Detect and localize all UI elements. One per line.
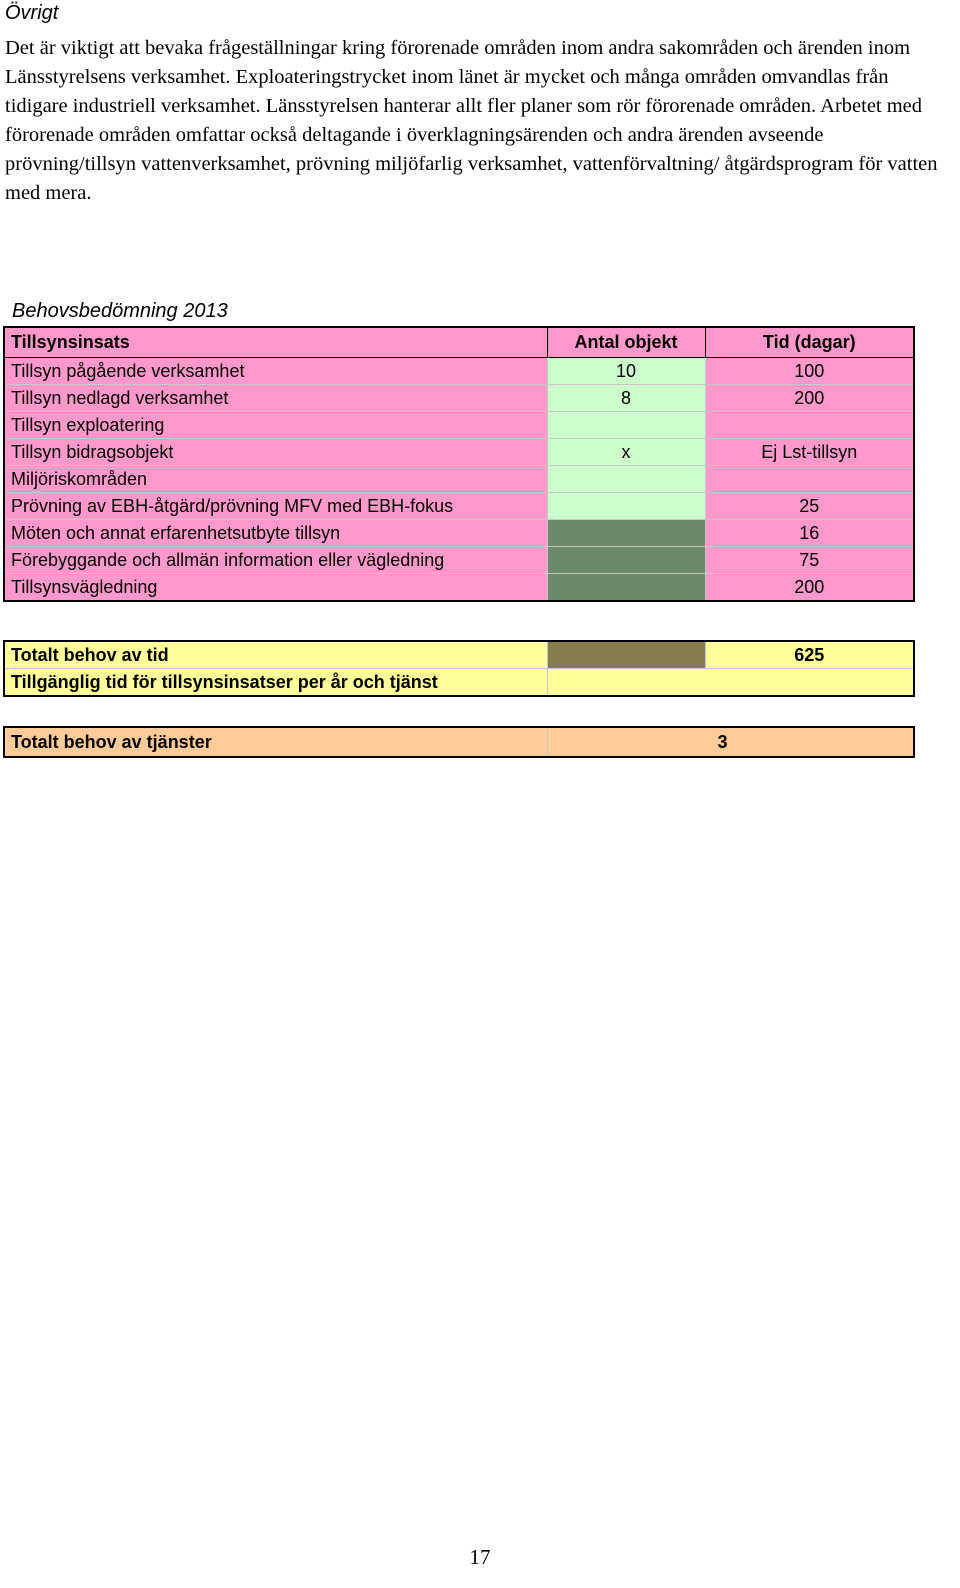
row-label: Tillsyn nedlagd verksamhet (4, 385, 547, 412)
row-label: Miljöriskområden (4, 466, 547, 493)
row-antal (547, 574, 705, 602)
row-tid: 16 (705, 520, 914, 547)
totals-table (3, 640, 915, 697)
row-label: Prövning av EBH-åtgärd/prövning MFV med EBH-fokus (4, 493, 547, 520)
table-row (4, 466, 914, 493)
needs-assessment-table (3, 326, 915, 602)
services-label: Totalt behov av tjänster (4, 727, 547, 757)
table-row (4, 574, 914, 602)
available-time-row (4, 669, 914, 697)
row-tid: Ej Lst-tillsyn (705, 439, 914, 466)
row-tid: 25 (705, 493, 914, 520)
services-table (3, 726, 915, 758)
services-value: 3 (547, 727, 914, 757)
row-antal: 8 (547, 385, 705, 412)
row-tid (705, 466, 914, 493)
row-antal (547, 493, 705, 520)
table-row (4, 385, 914, 412)
row-tid: 200 (705, 385, 914, 412)
table-caption: Behovsbedömning 2013 (12, 300, 228, 322)
total-time-value: 625 (705, 641, 914, 669)
section-heading: Övrigt (5, 2, 59, 24)
row-label: Förebyggande och allmän information eller vägledning (4, 547, 547, 574)
table-row (4, 358, 914, 385)
row-label: Möten och annat erfarenhetsutbyte tillsyn (4, 520, 547, 547)
table-header-row (4, 327, 914, 358)
total-time-label: Totalt behov av tid (4, 641, 547, 669)
available-time-label: Tillgänglig tid för tillsynsinsatser per år och tjänst (4, 669, 547, 697)
header-tillsynsinsats: Tillsynsinsats (4, 327, 547, 358)
body-paragraph: Det är viktigt att bevaka frågeställningar kring förorenade områden inom andra sakområden och ärenden inom Länsstyrelsens verksamhet. Exploateringstrycket inom länet är mycket och många områden omvandlas från tidigare industriell verksamhet. Länsstyrelsen hanterar allt fler planer som rör förorenade områden. Arbetet med förorenade områden omfattar också deltagande i överklagningsärenden och andra ärenden avseende prövning/tillsyn vattenverksamhet, prövning miljöfarlig verksamhet, vattenförvaltning/ åtgärdsprogram för vatten med mera. (5, 37, 938, 204)
table-row (4, 439, 914, 466)
total-time-row (4, 641, 914, 669)
row-label: Tillsyn pågående verksamhet (4, 358, 547, 385)
services-row (4, 727, 914, 757)
table-row (4, 412, 914, 439)
total-time-spacer (547, 641, 705, 669)
row-antal (547, 412, 705, 439)
row-tid: 75 (705, 547, 914, 574)
header-tid-dagar: Tid (dagar) (705, 327, 914, 358)
row-antal (547, 520, 705, 547)
available-time-value (547, 669, 914, 697)
row-antal (547, 466, 705, 493)
row-antal: 10 (547, 358, 705, 385)
row-label: Tillsynsvägledning (4, 574, 547, 602)
row-tid: 200 (705, 574, 914, 602)
row-antal (547, 547, 705, 574)
header-antal-objekt: Antal objekt (547, 327, 705, 358)
table-row (4, 547, 914, 574)
row-label: Tillsyn exploatering (4, 412, 547, 439)
table-row (4, 520, 914, 547)
table-row (4, 493, 914, 520)
row-antal: x (547, 439, 705, 466)
row-tid (705, 412, 914, 439)
page-number: 17 (469, 1545, 491, 1569)
row-tid: 100 (705, 358, 914, 385)
row-label: Tillsyn bidragsobjekt (4, 439, 547, 466)
